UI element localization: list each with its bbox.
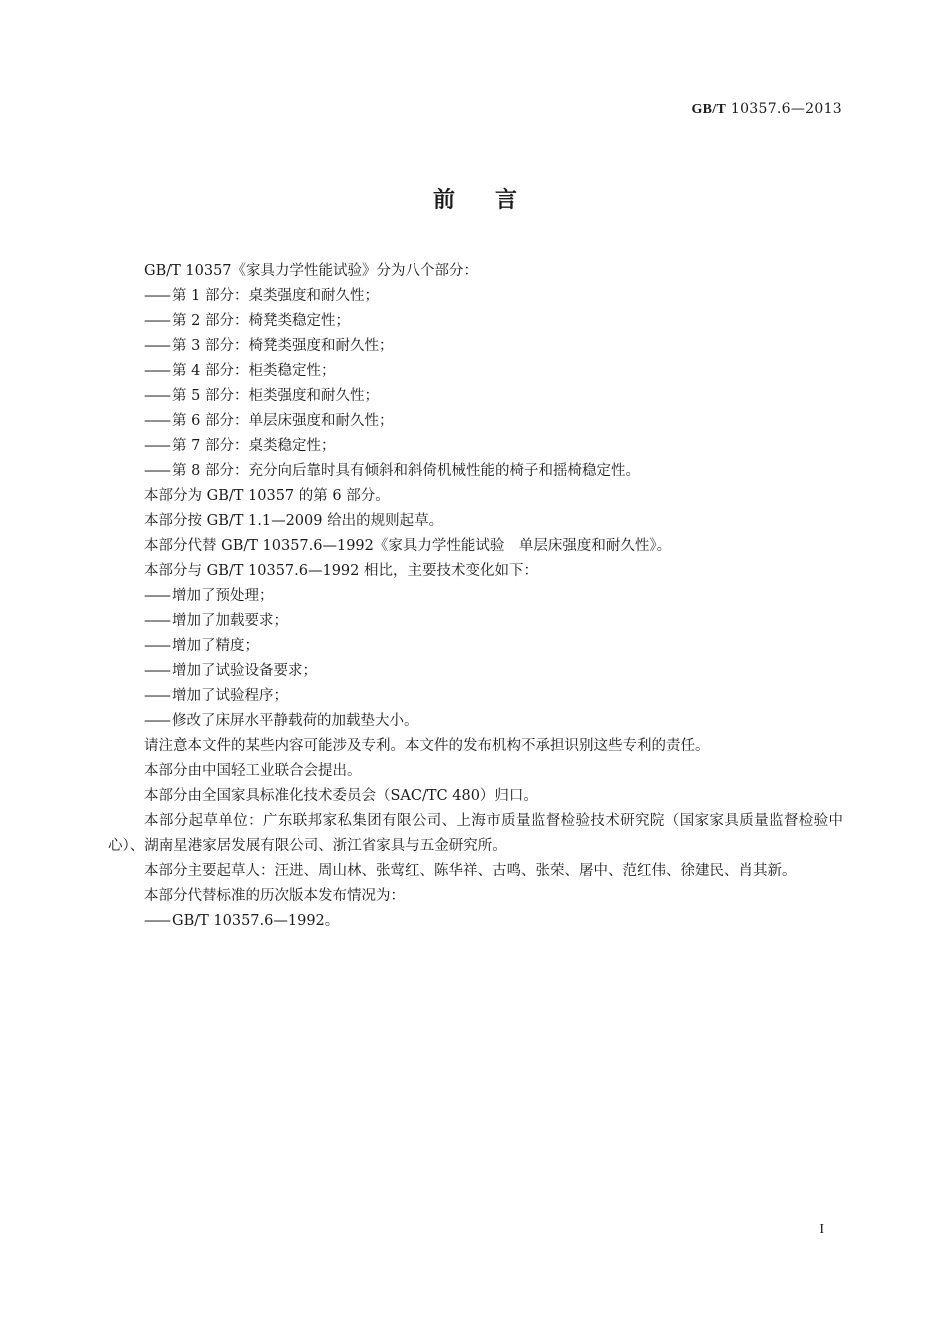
history-paragraph: 本部分代替标准的历次版本发布情况为： <box>144 888 405 904</box>
proposed-paragraph: 本部分由中国轻工业联合会提出。 <box>144 763 362 779</box>
standard-header <box>691 101 842 118</box>
list-item: —— 增加了试验设备要求； <box>144 663 317 679</box>
drafting-units-paragraph: 本部分起草单位：广东联邦家私集团有限公司、上海市质量监督检验技术研究院（国家家具质量监督检验中心）、湖南星港家居发展有限公司、浙江省家具与五金研究所。 <box>108 813 843 854</box>
rules-paragraph: 本部分按 GB/T 1.1—2009 给出的规则起草。 <box>144 513 444 529</box>
centralized-paragraph: 本部分由全国家具标准化技术委员会（SAC/TC 480）归口。 <box>144 788 538 804</box>
standard-code: 10357.6—2013 <box>730 101 842 117</box>
list-item: —— 第 3 部分：椅凳类强度和耐久性； <box>144 338 394 354</box>
list-item: —— 修改了床屏水平静载荷的加载垫大小。 <box>144 713 419 729</box>
list-item: —— 第 1 部分：桌类强度和耐久性； <box>144 288 379 304</box>
list-item: —— 第 5 部分：柜类强度和耐久性； <box>144 388 379 404</box>
list-item: —— 增加了预处理； <box>144 588 274 604</box>
replace-paragraph: 本部分代替 GB/T 10357.6—1992《家具力学性能试验 单层床强度和耐久性》。 <box>144 538 672 554</box>
list-item: —— 增加了加载要求； <box>144 613 288 629</box>
patent-paragraph: 请注意本文件的某些内容可能涉及专利。本文件的发布机构不承担识别这些专利的责任。 <box>144 738 710 754</box>
list-item: —— 增加了试验程序； <box>144 688 288 704</box>
part-paragraph: 本部分为 GB/T 10357 的第 6 部分。 <box>144 488 390 504</box>
list-item: —— 第 7 部分：桌类稳定性； <box>144 438 336 454</box>
page-title: 前言 <box>432 187 557 213</box>
list-item: —— 第 8 部分：充分向后靠时具有倾斜和斜倚机械性能的椅子和摇椅稳定性。 <box>144 463 640 479</box>
page-number: I <box>819 1222 824 1237</box>
list-item: —— GB/T 10357.6—1992。 <box>144 913 340 929</box>
foreword-body <box>108 259 843 934</box>
list-item: —— 第 4 部分：柜类稳定性； <box>144 363 336 379</box>
drafters-paragraph: 本部分主要起草人：汪进、周山林、张莺红、陈华祥、古鸣、张荣、屠中、范红伟、徐建民、肖其新。 <box>144 863 797 879</box>
intro-paragraph: GB/T 10357《家具力学性能试验》分为八个部分： <box>144 263 479 279</box>
changes-paragraph: 本部分与 GB/T 10357.6—1992 相比，主要技术变化如下： <box>144 563 538 579</box>
list-item: —— 第 6 部分：单层床强度和耐久性； <box>144 413 394 429</box>
list-item: —— 第 2 部分：椅凳类稳定性； <box>144 313 350 329</box>
standard-number: GB/T <box>691 102 727 117</box>
list-item: —— 增加了精度； <box>144 638 259 654</box>
